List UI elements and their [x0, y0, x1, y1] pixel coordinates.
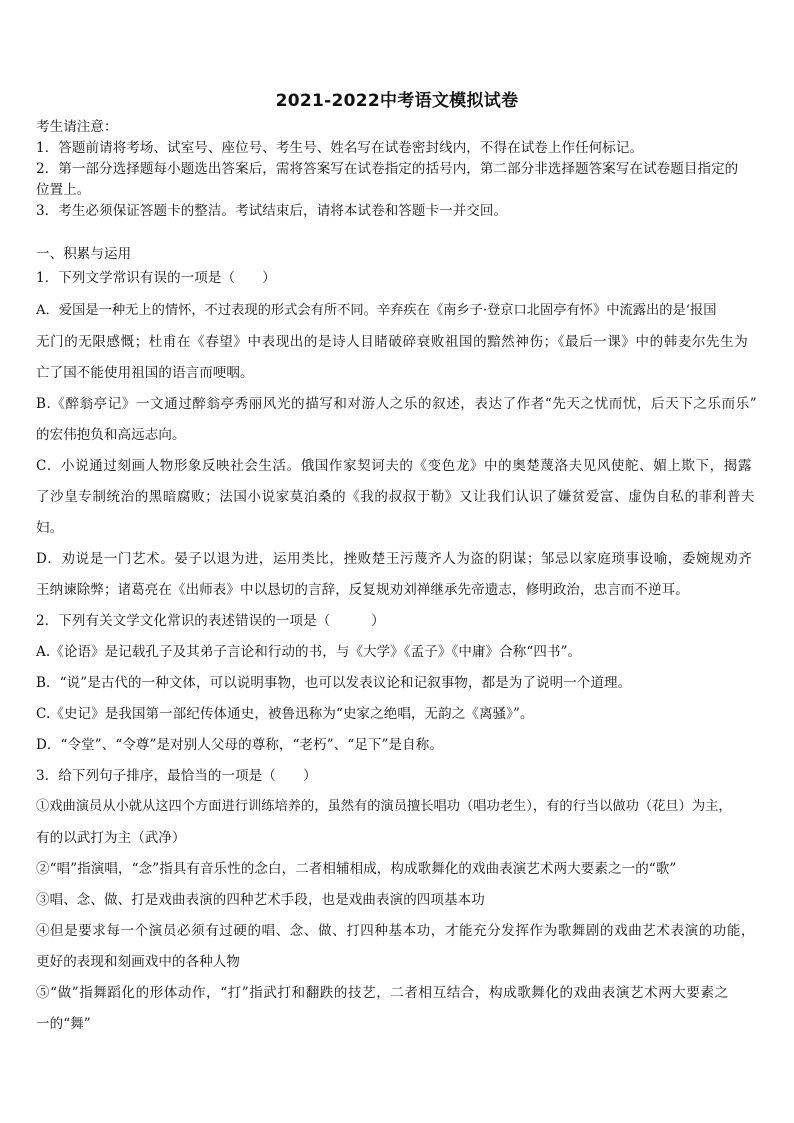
- q1-option-d: 王纳谏除弊；诸葛亮在《出师表》中以恳切的言辞，反复规劝刘禅继承先帝遗志，修明政治，忠言而不逆耳。: [36, 582, 689, 598]
- q3-sentence-1: ①戏曲演员从小就从这四个方面进行训练培养的，虽然有的演员擅长唱功（唱功老生），有的行当以做功（花旦）为主，: [36, 799, 732, 814]
- q3-sentence-5: ⑤“做”指舞蹈化的形体动作，“打”指武打和翻跌的技艺，二者相互结合，构成歌舞化的戏曲表演艺术两大要素之: [36, 985, 729, 1001]
- q3-sentence-2: ②“唱”指演唱，“念”指具有音乐性的念白，二者相辅相成，构成歌舞化的戏曲表演艺术两大要素之一的“歌”: [36, 861, 677, 877]
- q1-option-b: 的宏伟抱负和高远志向。: [36, 427, 186, 443]
- q3-sentence-1: 有的以武打为主（武净）: [36, 830, 186, 846]
- question-2-stem: 2．下列有关文学文化常识的表述错误的一项是（ ）: [36, 613, 385, 629]
- q2-option-a: A.《论语》是记载孔子及其弟子言论和行动的书，与《大学》《孟子》《中庸》合称“四书”。: [36, 644, 582, 660]
- q1-option-a: 亡了国不能使用祖国的语言而哽咽。: [36, 365, 254, 381]
- q2-option-c: C.《史记》是我国第一部纪传体通史，被鲁迅称为“史家之绝唱，无韵之《离骚》”。: [36, 706, 534, 722]
- q1-option-d: D．劝说是一门艺术。晏子以退为进，运用类比，挫败楚王污蔑齐人为盗的阴谋；邹忌以家庭琐事设喻，委婉规劝齐: [36, 551, 753, 567]
- notice-item: 1．答题前请将考场、试室号、座位号、考生号、姓名写在试卷密封线内，不得在试卷上作任何标记。: [36, 140, 644, 156]
- q1-option-a: A．爱国是一种无上的情怀，不过表现的形式会有所不同。辛弃疾在《南乡子·登京口北固亭有怀》中流露出的是‘报国: [36, 303, 717, 318]
- q3-sentence-4: ④但是要求每一个演员必须有过硬的唱、念、做、打四种基本功，才能充分发挥作为歌舞剧的戏曲艺术表演的功能，: [36, 923, 756, 939]
- q2-option-b: B．“说”是古代的一种文体，可以说明事物，也可以发表议论和记叙事物，都是为了说明一个道理。: [36, 675, 632, 691]
- question-3-stem: 3．给下列句子排序，最恰当的一项是（ ）: [36, 768, 317, 784]
- q2-option-d: D．“令堂”、“令尊”是对别人父母的尊称，“老朽”、“足下”是自称。: [36, 737, 443, 753]
- question-1-stem: 1．下列文学常识有误的一项是（ ）: [36, 270, 276, 286]
- notice-item: 2．第一部分选择题每小题选出答案后，需将答案写在试卷指定的括号内，第二部分非选择题答案写在试卷题目指定的: [36, 161, 739, 177]
- q1-option-c: C．小说通过刻画人物形象反映社会生活。俄国作家契诃夫的《变色龙》中的奥楚蔑洛夫见风使舵、媚上欺下，揭露: [36, 458, 752, 474]
- q1-option-b: B.《醉翁亭记》一文通过醉翁亭秀丽风光的描写和对游人之乐的叙述，表达了作者“先天之忧而忧，后天下之乐而乐”: [36, 396, 758, 412]
- q1-option-a: 无门的无限感慨；杜甫在《春望》中表现出的是诗人目睹破碎衰败祖国的黯然神伤；《最后一课》中的韩麦尔先生为: [36, 334, 749, 350]
- q1-option-c: 妇。: [36, 520, 64, 536]
- notice-item: 位置上。: [36, 182, 91, 198]
- section-heading: 一、积累与运用: [36, 246, 132, 262]
- q1-option-c: 了沙皇专制统治的黑暗腐败；法国小说家莫泊桑的《我的叔叔于勒》又让我们认识了嫌贫爱富、虚伪自私的菲利普夫: [36, 489, 756, 505]
- q3-sentence-4: 更好的表现和刻画戏中的各种人物: [36, 954, 240, 970]
- notice-item: 3．考生必须保证答题卡的整洁。考试结束后，请将本试卷和答题卡一并交回。: [36, 203, 508, 219]
- q3-sentence-3: ③唱、念、做、打是戏曲表演的四种艺术手段，也是戏曲表演的四项基本功: [36, 892, 485, 908]
- q3-sentence-5: 一的“舞”: [36, 1016, 91, 1032]
- notice-heading: 考生请注意：: [36, 119, 118, 135]
- exam-title: 2021-2022中考语文模拟试卷: [275, 91, 519, 111]
